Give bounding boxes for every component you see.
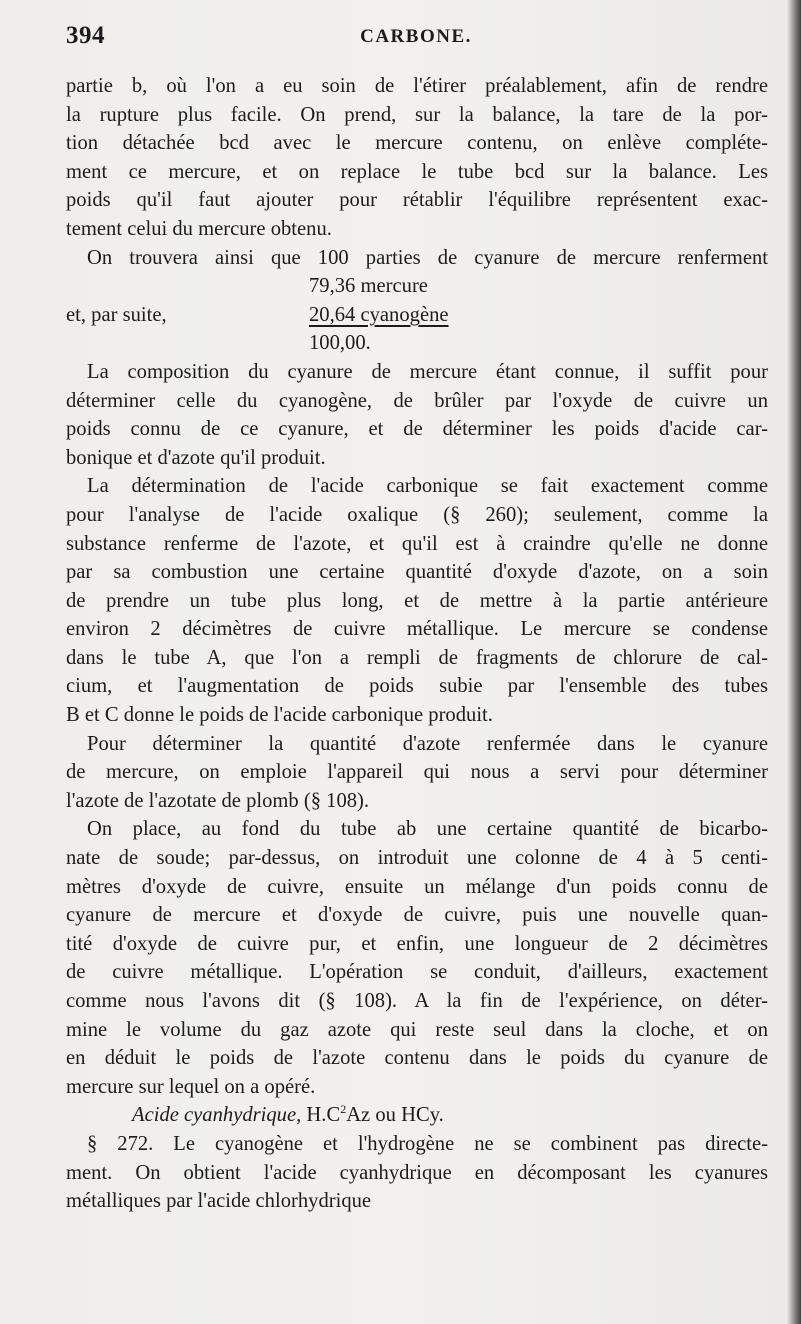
- composition-table: [66, 272, 768, 358]
- composition-total: 100,00.: [309, 332, 371, 355]
- section-heading-formula: [306, 1104, 443, 1126]
- section-heading: [66, 1101, 768, 1130]
- paragraph-2: [66, 244, 768, 273]
- text-line: l'azote de l'azotate de plomb (§ 108).: [66, 789, 370, 812]
- body-text: [66, 72, 768, 1216]
- text-line: substance renferme de l'azote, et qu'il est à craindre qu'elle ne donne: [66, 532, 768, 555]
- text-line: Pour déterminer la quantité d'azote renfermée dans le cyanure: [87, 732, 768, 755]
- text-line: tement celui du mercure obtenu.: [66, 217, 332, 240]
- text-line: On place, au fond du tube ab une certaine quantité de bicarbo-: [87, 818, 768, 841]
- formula-part: Az ou HCy.: [346, 1104, 444, 1127]
- formula-superscript: 2: [340, 1102, 347, 1117]
- text-line: mercure sur lequel on a opéré.: [66, 1075, 316, 1098]
- page-number: 394: [66, 22, 105, 49]
- text-line: La composition du cyanure de mercure étant connue, il suffit pour: [87, 360, 768, 383]
- section-heading-title: Acide cyanhydrique,: [132, 1104, 302, 1127]
- text-line: de mercure, on emploie l'appareil qui nous a servi pour déterminer: [66, 761, 768, 784]
- text-line: partie b, où l'on a eu soin de l'étirer préalablement, afin de rendre: [66, 75, 768, 97]
- text-line: bonique et d'azote qu'il produit.: [66, 446, 326, 469]
- text-line: cyanure de mercure et d'oxyde de cuivre, puis une nouvelle quan-: [66, 904, 768, 927]
- text-line: poids qu'il faut ajouter pour rétablir l'équilibre représentent exac-: [66, 189, 768, 212]
- text-line: dans le tube A, que l'on a rempli de fragments de chlorure de cal-: [66, 646, 768, 669]
- text-line: comme nous l'avons dit (§ 108). A la fin de l'expérience, on déter-: [66, 990, 768, 1012]
- paragraph-6: [66, 815, 768, 1101]
- text-line: La détermination de l'acide carbonique se fait exactement comme: [87, 475, 768, 498]
- text-line: par sa combustion une certaine quantité d'oxyde d'azote, on a soin: [66, 561, 768, 584]
- text-line: pour l'analyse de l'acide oxalique (§ 260); seulement, comme la: [66, 503, 768, 526]
- text-line: ment. On obtient l'acide cyanhydrique en décomposant les cyanures: [66, 1161, 768, 1184]
- composition-row: [66, 272, 768, 301]
- text-line: nate de soude; par-dessus, on introduit une colonne de 4 à 5 centi-: [66, 847, 768, 870]
- text-line: B et C donne le poids de l'acide carbonique produit.: [66, 704, 493, 727]
- page-edge-shadow: [787, 0, 801, 1324]
- composition-amount: 20,64 cyanogène: [309, 303, 449, 326]
- composition-total-row: [66, 329, 768, 358]
- text-line: de cuivre métallique. L'opération se conduit, d'ailleurs, exactement: [66, 961, 768, 984]
- paragraph-1: [66, 72, 768, 244]
- paragraph-3: [66, 358, 768, 472]
- text-line: On trouvera ainsi que 100 parties de cyanure de mercure renferment: [87, 246, 768, 269]
- paragraph-4: [66, 472, 768, 729]
- composition-row: [66, 301, 768, 330]
- text-line: ment ce mercure, et on replace le tube bcd sur la balance. Les: [66, 160, 768, 183]
- composition-label: et, par suite,: [66, 303, 167, 326]
- paragraph-7: [66, 1130, 768, 1216]
- paragraph-5: [66, 730, 768, 816]
- composition-amount: 79,36 mercure: [309, 275, 428, 298]
- running-title: CARBONE.: [360, 26, 472, 47]
- text-line: mine le volume du gaz azote qui reste seul dans la cloche, et on: [66, 1018, 768, 1041]
- text-line: mètres d'oxyde de cuivre, ensuite un mélange d'un poids connu de: [66, 875, 768, 898]
- text-line: déterminer celle du cyanogène, de brûler par l'oxyde de cuivre un: [66, 389, 768, 412]
- text-line: environ 2 décimètres de cuivre métallique. Le mercure se condense: [66, 618, 768, 641]
- text-line: tion détachée bcd avec le mercure contenu, on enlève compléte-: [66, 132, 768, 155]
- text-line: métalliques par l'acide chlorhydrique: [66, 1190, 372, 1213]
- formula-part: H.C: [306, 1104, 341, 1127]
- text-line: en déduit le poids de l'azote contenu dans le poids du cyanure de: [66, 1047, 768, 1070]
- page-header: [66, 22, 766, 56]
- text-line: cium, et l'augmentation de poids subie par l'ensemble des tubes: [66, 675, 768, 698]
- text-line: de prendre un tube plus long, et de mettre à la partie antérieure: [66, 589, 768, 612]
- text-line: § 272. Le cyanogène et l'hydrogène ne se combinent pas directe-: [87, 1132, 768, 1155]
- text-line: tité d'oxyde de cuivre pur, et enfin, une longueur de 2 décimètres: [66, 932, 768, 955]
- text-line: la rupture plus facile. On prend, sur la balance, la tare de la por-: [66, 103, 768, 126]
- text-line: poids connu de ce cyanure, et de déterminer les poids d'acide car-: [66, 418, 768, 441]
